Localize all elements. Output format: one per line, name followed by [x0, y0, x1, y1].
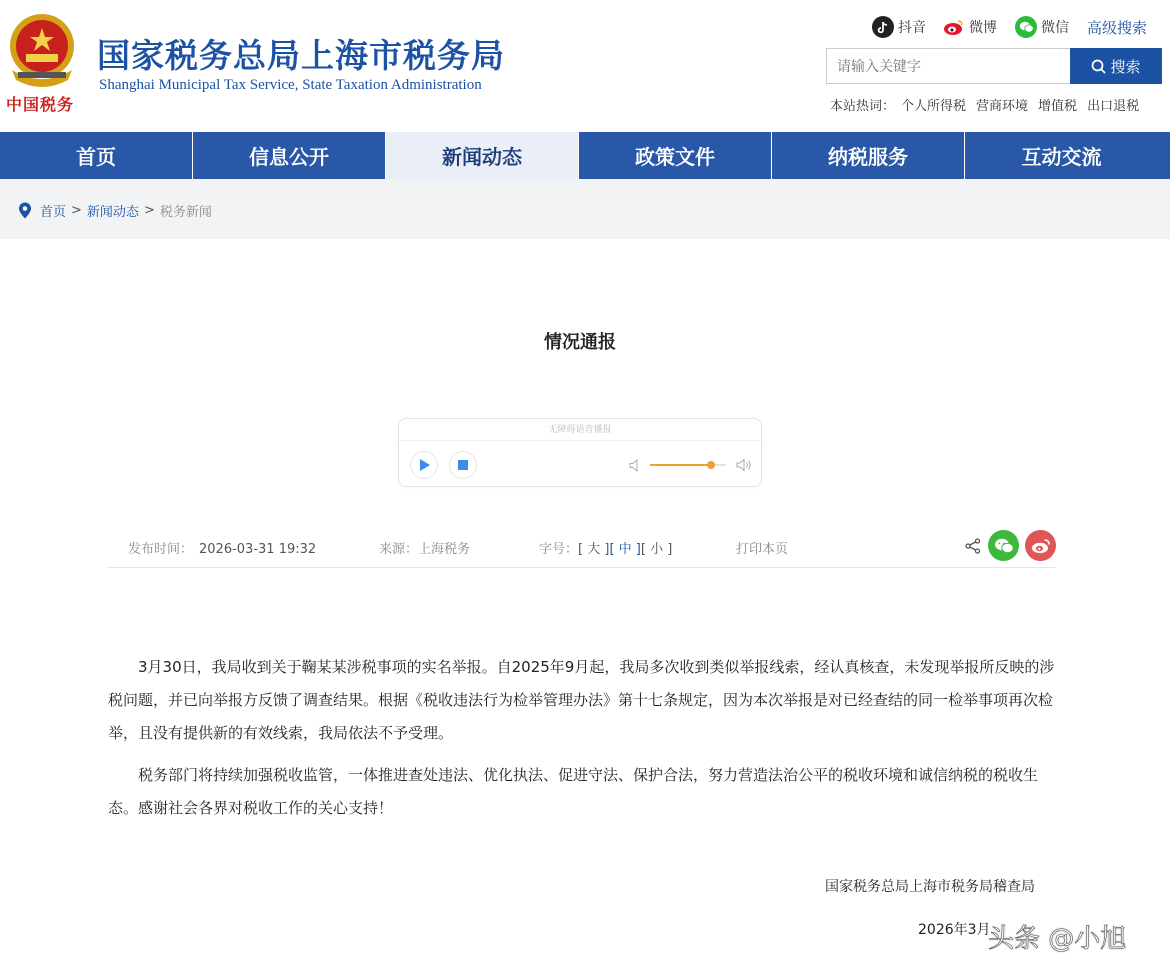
article-paragraph: 3月30日，我局收到关于鞠某某涉税事项的实名举报。自2025年9月起，我局多次收到类似举报线索，经认真核查，未发现举报所反映的涉税问题，并已向举报方反馈了调查结果。根据《税收违法行为检举管理办法》第十七条规定，因为本次举报是对已经查结的同一检举事项再次检举，且没有提供新的有效线索，我局依法不予受理。 [108, 658, 1055, 742]
nav-item-home[interactable]: 首页 [0, 132, 193, 179]
main-nav [0, 132, 1170, 179]
hot-word[interactable]: 出口退税 [1087, 99, 1140, 114]
font-size-large[interactable]: [ 大 ] [578, 542, 610, 557]
breadcrumb-separator: > [143, 203, 155, 218]
emblem-text: 中国税务 [6, 95, 75, 114]
douyin-label: 抖音 [898, 20, 926, 36]
search-button-label: 搜索 [1110, 57, 1141, 76]
breadcrumb-news[interactable]: 新闻动态 [86, 205, 139, 220]
volume-low-icon[interactable] [629, 459, 641, 472]
site-subtitle: Shanghai Municipal Tax Service, State Taxation Administration [99, 77, 482, 93]
breadcrumb-current: 税务新闻 [159, 205, 212, 220]
weibo-icon [943, 16, 965, 38]
advanced-search-link[interactable]: 高级搜索 [1087, 19, 1148, 37]
weibo-icon [1031, 538, 1051, 554]
volume-slider-handle[interactable] [707, 461, 715, 469]
location-pin-icon [18, 202, 32, 219]
font-size-medium[interactable]: [ 中 ] [609, 542, 641, 557]
nav-item-interaction[interactable]: 互动交流 [1021, 145, 1102, 169]
weibo-link[interactable] [943, 14, 997, 40]
nav-item-tax-service[interactable]: 纳税服务 [772, 132, 965, 179]
signature-date: 2026年3月 [918, 922, 991, 938]
search-input[interactable] [826, 48, 1071, 84]
tax-emblem-logo[interactable] [4, 10, 80, 114]
font-size-control [539, 538, 672, 557]
douyin-link[interactable] [872, 14, 926, 40]
font-size-small[interactable]: [ 小 ] [640, 542, 673, 557]
volume-high-icon[interactable] [736, 458, 752, 472]
hot-words-label: 本站热词： [830, 99, 896, 114]
font-size-label: 字号： [539, 542, 579, 557]
print-link[interactable]: 打印本页 [736, 542, 789, 557]
play-icon [419, 459, 430, 471]
hot-word[interactable]: 增值税 [1038, 99, 1078, 114]
search-button[interactable] [1070, 48, 1162, 84]
publish-time [128, 538, 316, 557]
play-button[interactable] [410, 451, 438, 479]
nav-item-news[interactable]: 新闻动态 [386, 132, 579, 179]
article-paragraph: 税务部门将持续加强税收监管，一体推进查处违法、优化执法、促进守法、保护合法，努力营造法治公平的税收环境和诚信纳税的税收生态。感谢社会各界对税收工作的关心支持！ [108, 766, 1039, 817]
signature-org: 国家税务总局上海市税务局稽查局 [825, 879, 1035, 895]
volume-slider[interactable] [650, 464, 726, 466]
share-weibo-button[interactable] [1025, 530, 1056, 561]
player-caption: 无障碍语音播报 [399, 419, 761, 441]
hot-word[interactable]: 营商环境 [976, 99, 1029, 114]
breadcrumb-separator: > [71, 203, 82, 218]
publish-time-value: 2026-03-31 19:32 [199, 542, 317, 557]
search-icon [1091, 59, 1106, 74]
stop-icon [458, 460, 468, 470]
hot-words [830, 95, 1139, 114]
wechat-link[interactable] [1015, 14, 1069, 40]
site-title[interactable]: 国家税务总局上海市税务局 [97, 36, 505, 75]
article-title: 情况通报 [544, 332, 616, 353]
douyin-icon [872, 16, 894, 38]
article-meta [107, 527, 1055, 568]
stop-button[interactable] [449, 451, 477, 479]
nav-item-policy[interactable]: 政策文件 [579, 132, 772, 179]
share-icon [965, 538, 981, 554]
article-source: 来源：上海税务 [379, 542, 471, 557]
breadcrumb-bar [0, 179, 1170, 239]
volume-slider-fill [650, 464, 711, 466]
nav-item-info-disclosure[interactable]: 信息公开 [193, 132, 386, 179]
site-header [0, 0, 1170, 132]
audio-player [398, 418, 762, 487]
wechat-icon [994, 538, 1014, 554]
publish-time-label: 发布时间： [128, 542, 194, 557]
breadcrumb [18, 201, 212, 220]
wechat-label: 微信 [1041, 20, 1069, 36]
article-body [108, 651, 1056, 834]
breadcrumb-home[interactable]: 首页 [40, 205, 67, 220]
watermark: 头条 @小旭 [988, 924, 1127, 954]
weibo-label: 微博 [969, 20, 997, 36]
hot-word[interactable]: 个人所得税 [901, 99, 967, 114]
share-wechat-button[interactable] [988, 530, 1019, 561]
wechat-icon [1015, 16, 1037, 38]
